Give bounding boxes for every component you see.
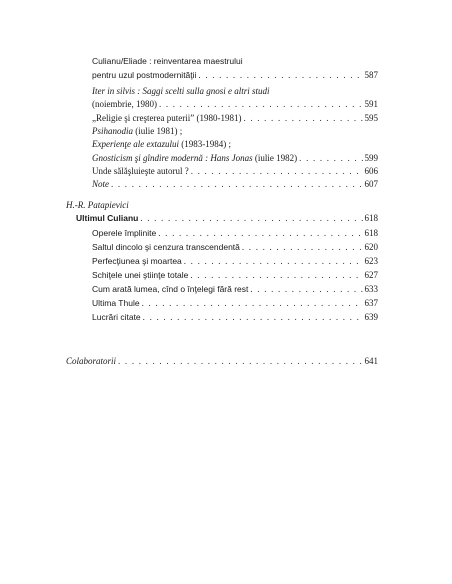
toc-entry-unde[interactable] (92, 166, 378, 177)
toc-section-title: Ultimul Culianu (76, 213, 139, 223)
toc-entry-title: Psihanodia (92, 126, 134, 136)
toc-entry-religie[interactable] (92, 113, 378, 124)
toc-page-number: 633 (364, 284, 378, 294)
leader-dots (191, 166, 363, 177)
toc-entry-title: pentru uzul postmodernităţii (92, 70, 197, 80)
toc-entry-operele[interactable] (92, 228, 378, 239)
toc-entry-date: (iulie 1982) (252, 153, 298, 163)
toc-page-number: 587 (364, 70, 378, 80)
toc-entry-iter-line1: Iter in silvis : Saggi scelti sulla gnosi e altri studi (92, 86, 270, 96)
leader-dots (198, 70, 362, 81)
toc-entry-note[interactable] (92, 179, 378, 190)
toc-entry-cum-arata[interactable] (92, 284, 378, 295)
toc-page-number: 595 (364, 113, 378, 123)
toc-entry-ultima-thule[interactable] (92, 298, 378, 309)
leader-dots (118, 356, 362, 367)
leader-dots (142, 298, 363, 309)
toc-entry-culianu-eliade-line1 (92, 56, 243, 67)
toc-entry-text: reinventarea maestrului (153, 56, 243, 66)
toc-entry-title: „Religie şi creşterea puterii” (1980-1981) (92, 113, 242, 123)
toc-section-ultimul-culianu[interactable] (76, 213, 378, 224)
toc-page-number: 623 (364, 256, 378, 266)
toc-entry-text: Culianu/Eliade : (92, 56, 152, 66)
toc-entry-psihanodia (92, 126, 182, 137)
toc-entry-title: Perfecţiunea şi moartea (92, 256, 182, 266)
toc-entry-title: Gnosticism şi gîndire modernă : Hans Jonas (92, 153, 253, 163)
toc-entry-title: Operele împlinite (92, 228, 157, 238)
toc-entry-experiente (92, 139, 231, 150)
toc-entry-lucrari-citate[interactable] (92, 312, 378, 323)
toc-entry-title: Ultima Thule (92, 298, 140, 308)
leader-dots (242, 242, 363, 253)
leader-dots (190, 270, 362, 281)
toc-page-number: 641 (364, 356, 378, 366)
toc-entry-title: Colaboratorii (66, 356, 117, 366)
toc-page-number: 637 (364, 298, 378, 308)
leader-dots (159, 99, 363, 110)
toc-page-number: 591 (364, 99, 378, 109)
toc-page-number: 599 (364, 153, 378, 163)
toc-entry-saltul[interactable] (92, 242, 378, 253)
toc-page-number: 618 (364, 228, 378, 238)
toc-entry-title: (noiembrie, 1980) (92, 99, 157, 109)
toc-entry-title: Cum arată lumea, cînd o înţelegi fără rest (92, 284, 249, 294)
toc-entry-title: Saltul dincolo şi cenzura transcendentă (92, 242, 240, 252)
toc-entry-title: Schiţele unei ştiinţe totale (92, 270, 189, 280)
toc-page-number: 627 (364, 270, 378, 280)
toc-page-number: 606 (364, 166, 378, 176)
toc-page-number: 607 (364, 179, 378, 189)
toc-page-number: 618 (364, 213, 378, 223)
toc-entry-title: Experienţe ale extazului (92, 139, 179, 149)
leader-dots (243, 113, 362, 124)
toc-entry-iter-in-silvis[interactable] (92, 99, 378, 110)
toc-entry-title: Note (92, 179, 109, 189)
toc-entry-gnosticism[interactable] (92, 153, 378, 164)
toc-entry-schitele[interactable] (92, 270, 378, 281)
leader-dots (158, 228, 362, 239)
leader-dots (143, 312, 363, 323)
toc-page-number: 639 (364, 312, 378, 322)
toc-page-number: 620 (364, 242, 378, 252)
toc-entry-culianu-eliade[interactable] (92, 70, 378, 81)
leader-dots (250, 284, 362, 295)
toc-entry-date: (1983-1984) ; (178, 139, 231, 149)
leader-dots (111, 179, 363, 190)
toc-entry-date: (iulie 1981) ; (133, 126, 183, 136)
toc-entry-title: Lucrări citate (92, 312, 141, 322)
toc-entry-colaboratorii[interactable] (66, 356, 378, 367)
toc-entry-perfectiunea[interactable] (92, 256, 378, 267)
toc-author: H.-R. Patapievici (66, 200, 129, 210)
leader-dots (140, 213, 362, 224)
leader-dots (184, 256, 363, 267)
toc-entry-title: Unde sălăşluieşte autorul ? (92, 166, 189, 176)
leader-dots (299, 153, 362, 164)
